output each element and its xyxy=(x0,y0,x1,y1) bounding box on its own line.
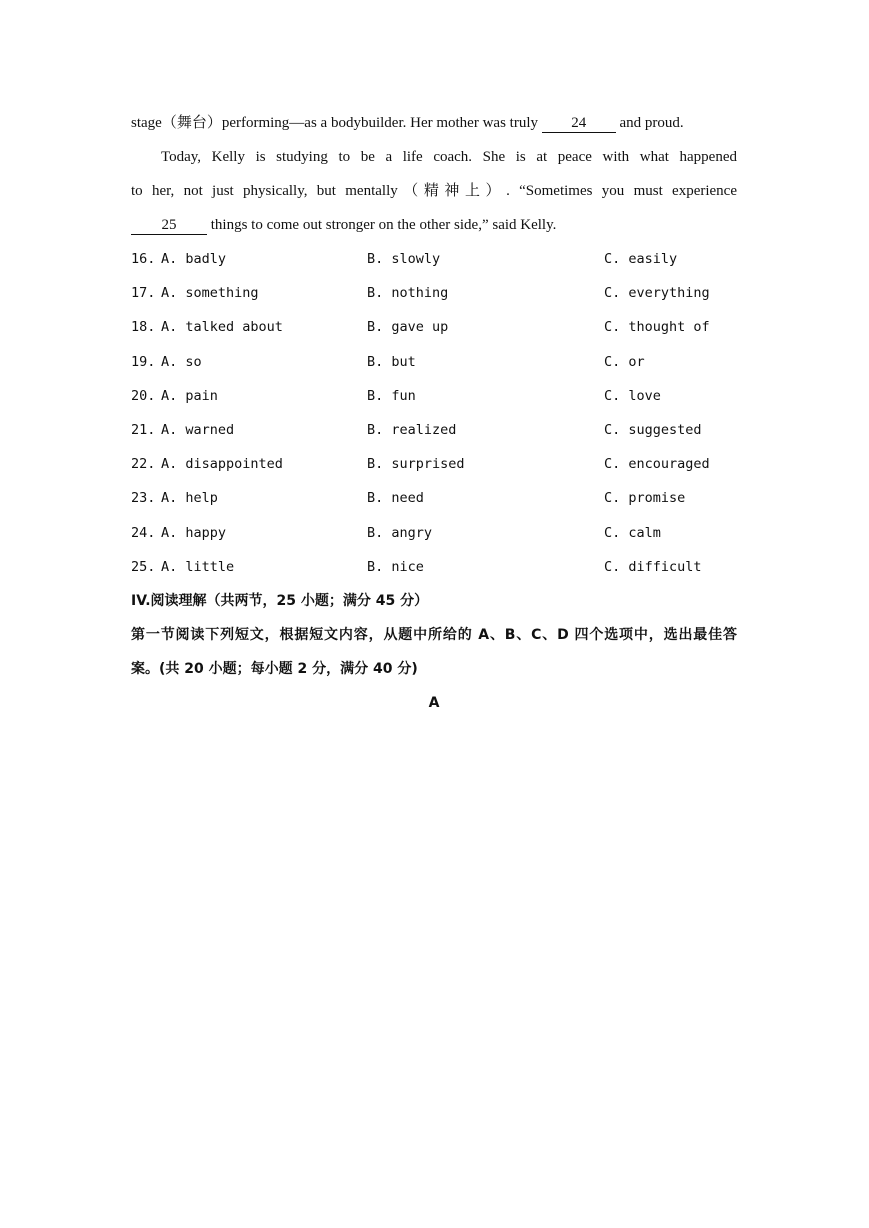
question-row xyxy=(131,550,737,584)
question-row xyxy=(131,481,737,515)
option-a: A. talked about xyxy=(161,319,283,336)
option-c: C. calm xyxy=(604,524,661,541)
option-a: A. happy xyxy=(161,524,227,541)
question-row xyxy=(131,447,737,481)
question-row xyxy=(131,516,737,550)
option-c: C. love xyxy=(604,387,661,404)
option-a: A. help xyxy=(161,490,218,507)
question-number: 23. xyxy=(131,490,156,507)
question-number: 18. xyxy=(131,319,156,336)
option-b: B. slowly xyxy=(367,251,441,267)
passage-text: things to come out stronger on the other side,” said Kelly. xyxy=(207,217,557,233)
option-c: C. encouraged xyxy=(604,456,710,473)
question-row xyxy=(131,276,737,310)
option-a: A. so xyxy=(161,353,202,370)
option-a: A. pain xyxy=(161,387,218,404)
question-number: 24. xyxy=(131,524,156,541)
option-c: C. thought of xyxy=(604,319,710,336)
passage-letter: A xyxy=(428,694,440,711)
option-b: B. angry xyxy=(367,524,433,541)
option-b: B. realized xyxy=(367,421,457,438)
option-b: B. need xyxy=(367,490,424,507)
option-a: A. something xyxy=(161,285,259,302)
question-number: 16. xyxy=(131,251,156,267)
option-c: C. promise xyxy=(604,490,686,507)
option-b: B. surprised xyxy=(367,456,465,473)
section-instruction: 第一节阅读下列短文，根据短文内容，从题中所给的 A、B、C、D 四个选项中，选出最佳答 xyxy=(131,626,737,643)
option-a: A. disappointed xyxy=(161,456,283,473)
option-a: A. little xyxy=(161,558,235,575)
passage-line-1 xyxy=(131,106,737,140)
option-b: B. fun xyxy=(367,387,416,404)
option-b: B. nice xyxy=(367,558,424,575)
passage-text: and proud. xyxy=(615,115,684,131)
section-instruction-cont: 案。(共 20 小题；每小题 2 分，满分 40 分) xyxy=(131,660,418,677)
question-number: 19. xyxy=(131,353,156,370)
passage-text: stage（舞台）performing—as a bodybuilder. Her mother was truly xyxy=(131,115,542,131)
answer-blank-24: 24 xyxy=(542,115,616,133)
option-c: C. difficult xyxy=(604,558,702,575)
passage-line-2: Today, Kelly is studying to be a life coach. She is at peace with what happened xyxy=(161,149,737,165)
option-b: B. gave up xyxy=(367,319,449,336)
question-row xyxy=(131,413,737,447)
question-row xyxy=(131,379,737,413)
question-row xyxy=(131,242,737,276)
question-number: 22. xyxy=(131,456,156,473)
question-row xyxy=(131,310,737,344)
option-b: B. but xyxy=(367,353,416,370)
option-b: B. nothing xyxy=(367,285,449,302)
option-c: C. everything xyxy=(604,285,710,302)
option-c: C. or xyxy=(604,353,645,370)
option-a: A. warned xyxy=(161,421,235,438)
exam-page xyxy=(131,106,737,720)
option-a: A. badly xyxy=(161,251,227,267)
question-number: 17. xyxy=(131,285,156,302)
section-heading: IV.阅读理解（共两节，25 小题；满分 45 分） xyxy=(131,592,429,609)
passage-line-3: to her, not just physically, but mentally（精神上）. “Sometimes you must experience xyxy=(131,183,737,199)
passage-line-4 xyxy=(131,208,737,242)
question-list xyxy=(131,242,737,584)
option-c: C. suggested xyxy=(604,421,702,438)
question-row xyxy=(131,345,737,379)
answer-blank-25: 25 xyxy=(131,217,207,235)
option-c: C. easily xyxy=(604,251,678,267)
question-number: 20. xyxy=(131,387,156,404)
question-number: 21. xyxy=(131,421,156,438)
question-number: 25. xyxy=(131,558,156,575)
